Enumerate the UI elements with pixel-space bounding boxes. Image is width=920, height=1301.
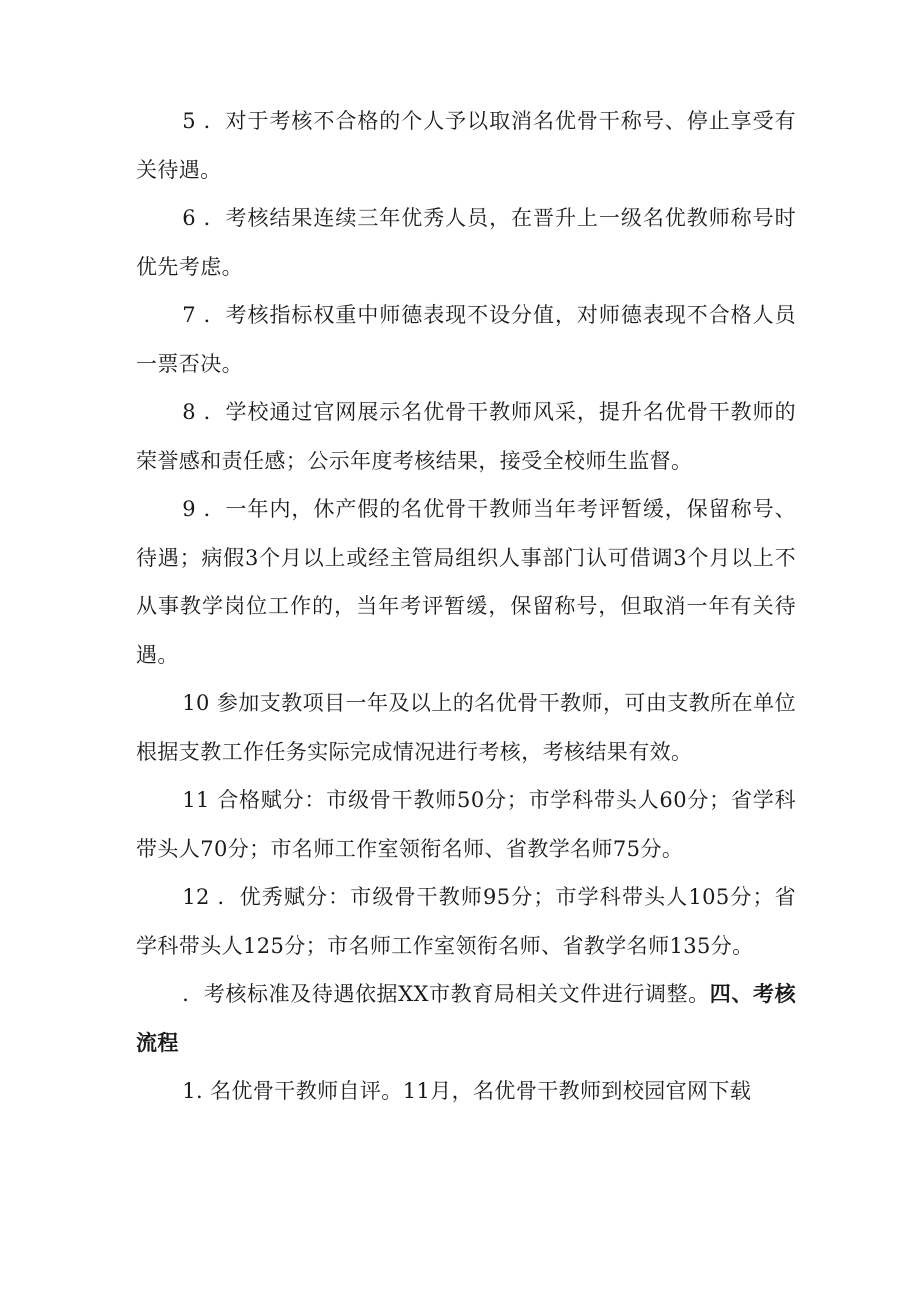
document-body	[136, 97, 796, 1116]
paragraph-item-6: 6 ．考核结果连续三年优秀人员，在晋升上一级名优教师称号时优先考虑。	[136, 206, 796, 279]
paragraph-item-10: 10 参加支教项目一年及以上的名优骨干教师，可由支教所在单位根据支教工作任务实际完成情况进行考核，考核结果有效。	[136, 691, 796, 764]
paragraph-item-11: 11 合格赋分：市级骨干教师50分；市学科带头人60分；省学科带头人70分；市名师工作室领衔名师、省教学名师75分。	[136, 788, 796, 861]
paragraph-item-13	[136, 970, 796, 1067]
paragraph-item-9: 9 ．一年内，休产假的名优骨干教师当年考评暂缓，保留称号、待遇；病假3个月以上或经主管局组织人事部门认可借调3个月以上不从事教学岗位工作的，当年考评暂缓，保留称号，但取消一年有关待遇。	[136, 497, 796, 667]
paragraph-item-7: 7 ．考核指标权重中师德表现不设分值，对师德表现不合格人员一票否决。	[136, 303, 796, 376]
paragraph-item-12: 12 ．优秀赋分：市级骨干教师95分；市学科带头人105分；省学科带头人125分；市名师工作室领衔名师、省教学名师135分。	[136, 885, 796, 958]
paragraph-13-text: ．考核标准及待遇依据XX市教育局相关文件进行调整。	[182, 982, 710, 1006]
paragraph-item-8: 8 ．学校通过官网展示名优骨干教师风采，提升名优骨干教师的荣誉感和责任感；公示年度考核结果，接受全校师生监督。	[136, 400, 796, 473]
paragraph-item-5: 5 ．对于考核不合格的个人予以取消名优骨干称号、停止享受有关待遇。	[136, 109, 796, 182]
section-heading: 四、考核流程	[136, 981, 796, 1055]
paragraph-item-14: 1. 名优骨干教师自评。11月，名优骨干教师到校园官网下载	[182, 1079, 752, 1103]
